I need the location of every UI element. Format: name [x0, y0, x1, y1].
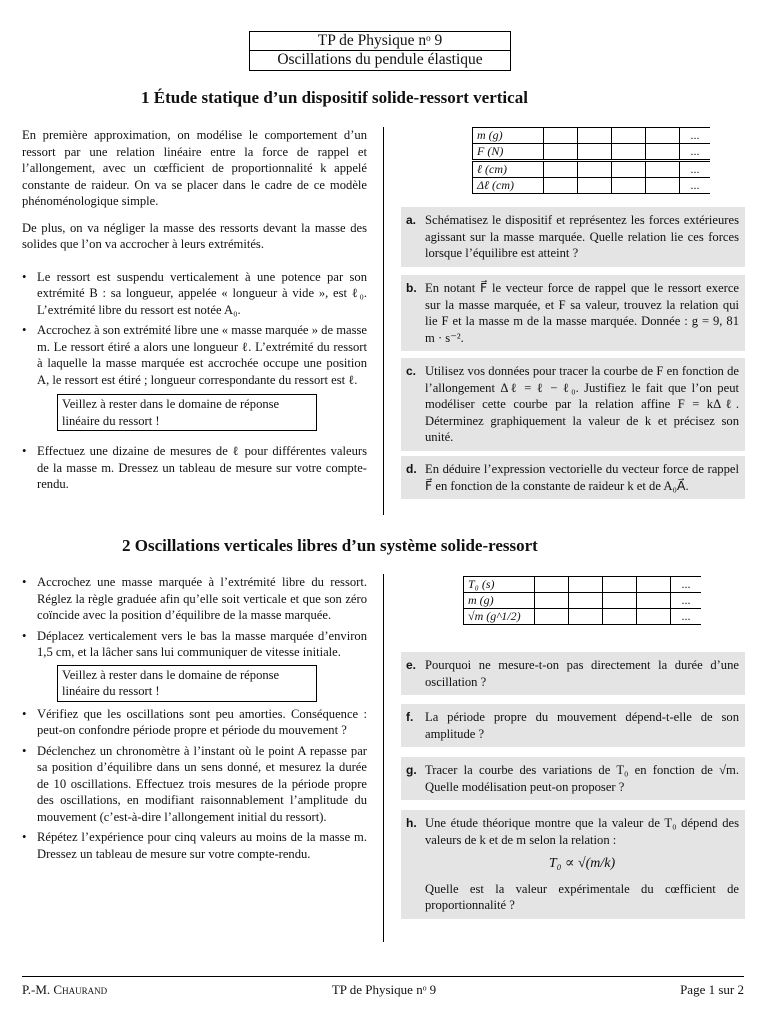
row-label: F (N) — [473, 144, 544, 161]
question-text: Tracer la courbe des variations de T₀ en fonction de √m. Quelle modélisation peut-on proposer ? — [425, 763, 739, 794]
formula: T₀ ∝ √(m/k) — [548, 856, 616, 871]
row-label: ℓ (cm) — [473, 161, 544, 178]
bullet-list-4 — [22, 706, 367, 863]
table-row — [464, 577, 702, 593]
row-label: Δℓ (cm) — [473, 178, 544, 194]
table-row — [464, 593, 702, 609]
question-b — [401, 275, 745, 351]
question-d — [401, 456, 745, 499]
column-divider — [383, 127, 384, 515]
question-label: a. — [406, 213, 417, 227]
question-followup: Quelle est la valeur expérimentale du cœfficient de proportionnalité ? — [425, 881, 739, 912]
table-row — [473, 144, 711, 161]
footer-rule — [22, 976, 744, 977]
ellipsis: ... — [680, 178, 711, 194]
bullet-list-1 — [22, 269, 367, 389]
list-item: • Déplacez verticalement vers le bas la masse marquée d’environ 1,5 cm, et la lâcher sans lui communiquer de vitesse initiale. — [22, 628, 367, 661]
question-text: La période propre du mouvement dépend-t-elle de son amplitude ? — [425, 710, 739, 741]
list-item: • Effectuez une dizaine de mesures de ℓ pour différentes valeurs de la masse m. Dressez un tableau de mesure sur votre compte-rendu. — [22, 443, 367, 493]
question-label: e. — [406, 658, 417, 672]
question-body — [425, 815, 739, 914]
question-text: Une étude théorique montre que la valeur de T₀ dépend des valeurs de k et de m selon la relation : — [425, 816, 739, 847]
footer-page-number: Page 1 sur 2 — [680, 982, 744, 997]
list-item: • Le ressort est suspendu verticalement à une potence par son extrémité B : sa longueur, appelée « longueur à vide », est ℓ₀. L’extrémité libre du ressort est notée A₀. — [22, 269, 367, 319]
question-e — [401, 652, 745, 695]
question-label: f. — [406, 710, 414, 724]
question-label: b. — [406, 281, 417, 295]
warning-note: Veillez à rester dans le domaine de réponse linéaire du ressort ! — [57, 394, 317, 431]
table-row — [473, 128, 711, 144]
document-title — [249, 31, 511, 71]
question-f — [401, 704, 745, 747]
question-text: Pourquoi ne mesure-t-on pas directement la durée d’une oscillation ? — [425, 658, 739, 689]
ellipsis: ... — [680, 144, 711, 161]
table-row — [473, 178, 711, 194]
measurement-table-1 — [472, 127, 710, 194]
question-c — [401, 358, 745, 451]
bullet-list-2 — [22, 443, 367, 493]
question-text: Utilisez vos données pour tracer la courbe de F en fonction de l’allongement Δℓ = ℓ − ℓ₀. Justifiez le fait que l’on peut modéliser cette courbe par la relation affine F = kΔℓ. Déterminez graphiquement la valeur de k et précisez son unité. — [425, 364, 739, 444]
column-divider — [383, 574, 384, 942]
question-label: d. — [406, 462, 417, 476]
question-text: En notant F⃗ le vecteur force de rappel que le ressort exerce sur la masse marquée, et F sa valeur, trouvez la relation qui lie F et la masse m de la masse marquée. Donnée : g = 9, 81 m · s⁻². — [425, 281, 739, 345]
list-item: • Accrochez à son extrémité libre une « masse marquée » de masse m. Le ressort étiré a alors une longueur ℓ. L’extrémité du ressort à laquelle la masse marquée est accrochée occupe une position A, le ressort est étiré ; longueur correspondante du ressort est ℓ. — [22, 322, 367, 388]
question-label: c. — [406, 364, 417, 378]
intro-paragraph-2: De plus, on va négliger la masse des ressorts devant la masse des solides que l’on va accrocher à leurs extrémités. — [22, 220, 367, 251]
question-label: g. — [406, 763, 417, 777]
intro-paragraph-1: En première approximation, on modélise le comportement d’un ressort par une relation linéaire entre la force de rappel et l’allongement, avec un cœfficient de proportionnalité k appelé constante de raideur. On va se placer dans le cadre de ce modèle phénoménologique simple. — [22, 128, 367, 208]
table-row — [473, 161, 711, 178]
footer-author: P.-M. Chaurand — [22, 982, 108, 997]
question-text: En déduire l’expression vectorielle du vecteur force de rappel F⃗ en fonction de la constante de raideur k et de A₀A⃗. — [425, 462, 739, 493]
row-label: m (g) — [473, 128, 544, 144]
ellipsis: ... — [680, 128, 711, 144]
title-line-2: Oscillations du pendule élastique — [277, 51, 483, 68]
list-item: • Accrochez une masse marquée à l’extrémité libre du ressort. Réglez la règle graduée afin qu’elle soit verticale et que son zéro coïncide avec la position d’équilibre de la masse marquée. — [22, 574, 367, 624]
measurement-table-2 — [463, 576, 701, 625]
ellipsis: ... — [671, 609, 702, 625]
list-item: • Vérifiez que les oscillations sont peu amorties. Conséquence : peut-on confondre période propre et période du mouvement ? — [22, 706, 367, 739]
bullet-list-3 — [22, 574, 367, 661]
ellipsis: ... — [671, 577, 702, 593]
row-label: √m (g^1/2) — [464, 609, 535, 625]
row-label: m (g) — [464, 593, 535, 609]
section-2-left-column — [22, 574, 367, 866]
ellipsis: ... — [671, 593, 702, 609]
warning-note: Veillez à rester dans le domaine de réponse linéaire du ressort ! — [57, 665, 317, 702]
question-label: h. — [406, 816, 417, 830]
table-row — [464, 609, 702, 625]
question-text: Schématisez le dispositif et représentez les forces extérieures agissant sur la masse marquée. Quelle relation lie ces forces lorsque l’équilibre est atteint ? — [425, 213, 739, 260]
question-h — [401, 810, 745, 919]
footer-center: TP de Physique nᵒ 9 — [331, 982, 437, 997]
title-line-1: TP de Physique nᵒ 9 — [250, 32, 510, 51]
section-1-left-column — [22, 127, 367, 497]
section-2-heading: 2 Oscillations verticales libres d’un système solide-ressort — [122, 536, 538, 555]
list-item: • Répétez l’expérience pour cinq valeurs au moins de la masse m. Dressez un tableau de mesure sur votre compte-rendu. — [22, 829, 367, 862]
row-label: T₀ (s) — [464, 577, 535, 593]
question-a — [401, 207, 745, 267]
list-item: • Déclenchez un chronomètre à l’instant où le point A repasse par sa position d’équilibre dans un sens donné, et mesurez la durée de 10 oscillations. Effectuez trois mesures de la période propre des oscillations, en modifiant raisonnablement l’amplitude du mouvement (c’est-à-dire l’allongement initial du ressort). — [22, 743, 367, 826]
section-1-heading: 1 Étude statique d’un dispositif solide-ressort vertical — [141, 88, 528, 107]
ellipsis: ... — [680, 161, 711, 178]
question-g — [401, 757, 745, 800]
